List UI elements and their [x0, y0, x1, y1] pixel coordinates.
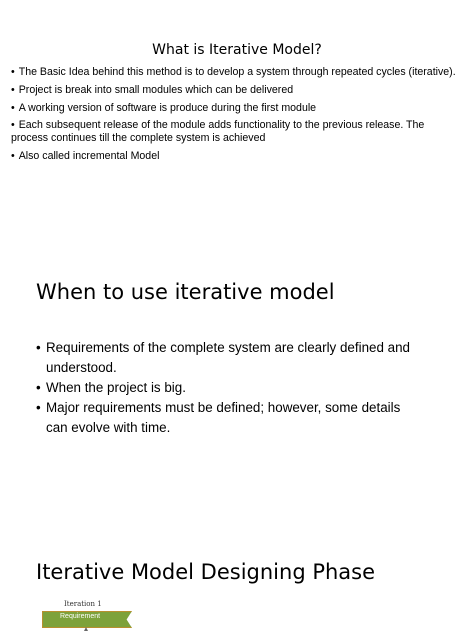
bullet-item: • Also called incremental Model [11, 150, 456, 163]
iteration-label: Iteration 1 [64, 600, 102, 608]
arrow-up-icon [84, 627, 88, 631]
iteration-diagram [40, 598, 140, 632]
bullet-item: • Requirements of the complete system are clearly defined and understood. [36, 338, 416, 378]
slide1-title: What is Iterative Model? [152, 42, 322, 58]
bullet-item: • The Basic Idea behind this method is to develop a system through repeated cycles (iterative). [11, 66, 456, 79]
bullet-item: • Major requirements must be defined; however, some details can evolve with time. [36, 398, 416, 438]
bullet-item: • When the project is big. [36, 378, 416, 398]
slide3-title: Iterative Model Designing Phase [36, 560, 376, 584]
bullet-item: • Each subsequent release of the module adds functionality to the previous release. The process continues till the complete system is achieved [11, 119, 456, 145]
bullet-item: • Project is break into small modules which can be delivered [11, 84, 456, 97]
slide1-bullet-list [11, 66, 456, 168]
slide2-bullet-list [36, 338, 416, 438]
slide2-title: When to use iterative model [36, 280, 335, 304]
bullet-item: • A working version of software is produce during the first module [11, 102, 456, 115]
slide-what-is-iterative-model [0, 0, 474, 250]
requirement-label: Requirement [60, 613, 101, 620]
